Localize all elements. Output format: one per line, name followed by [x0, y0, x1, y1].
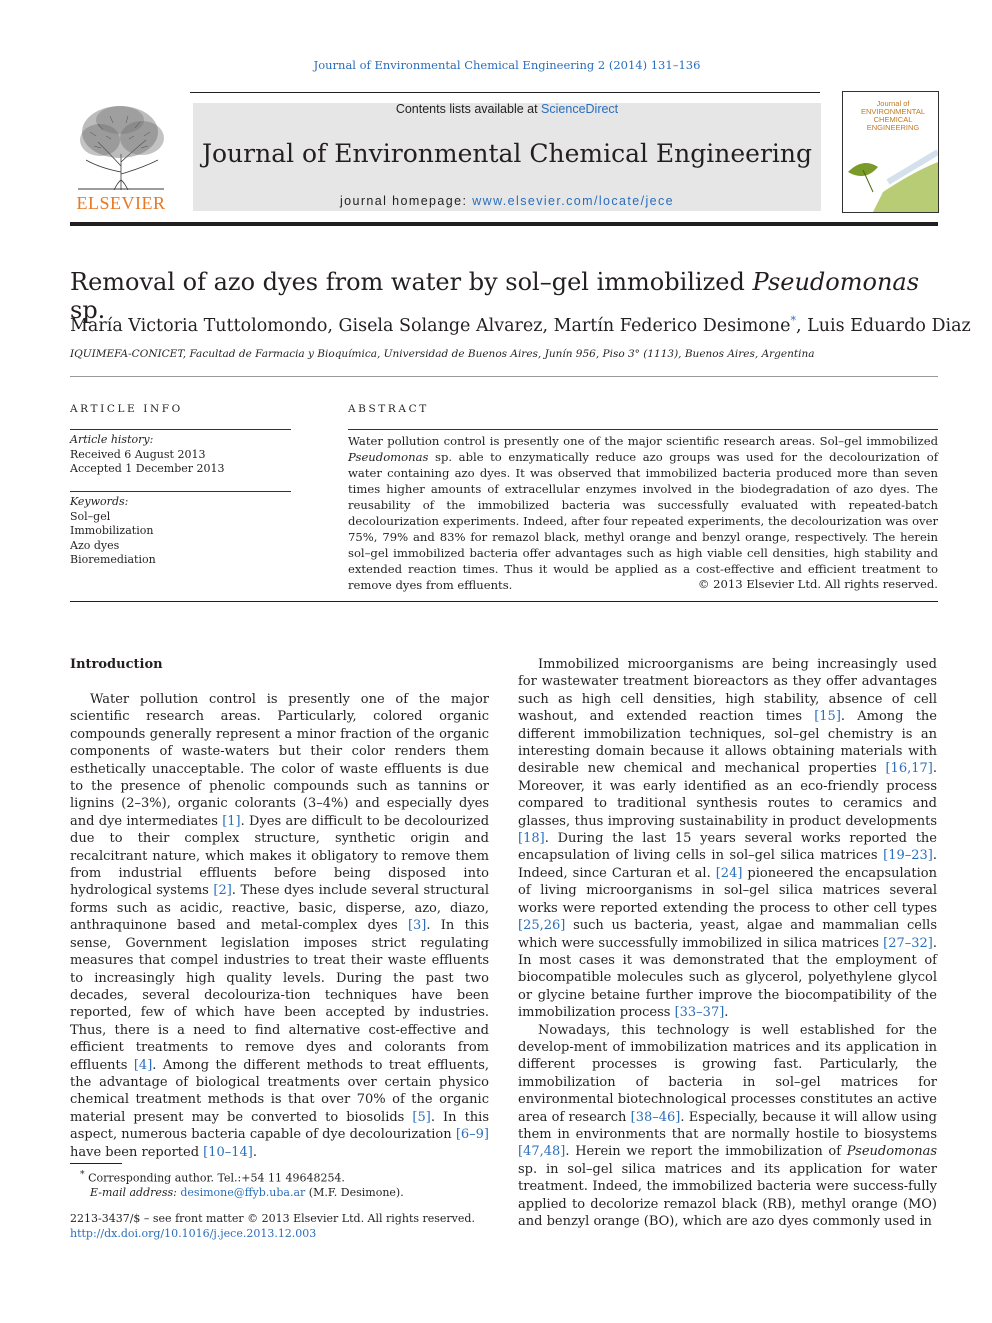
email-link[interactable]: desimone@ffyb.uba.ar: [180, 1186, 306, 1200]
text: . These dyes include several structural forms such as acidic, reactive, basic, disperse, azo, diazo, anthraquinone based and metal-complex dyes: [70, 883, 489, 934]
authors-part-2: , Luis Eduardo Diaz: [795, 315, 971, 336]
keyword: Immobilization: [70, 524, 154, 537]
text: . In most cases it was demonstrated that the employment of biocompatible molecules such as glycerol, polyethylene glycol or glycine betaine further improve the biocompatibility of the immobilization process: [518, 935, 937, 1021]
footnote: [70, 1168, 489, 1201]
title-end: sp.: [70, 296, 106, 324]
abstract-text: [348, 433, 938, 593]
corresponding-author-mark[interactable]: *: [790, 314, 796, 327]
keyword: Bioremediation: [70, 553, 156, 566]
article-info-heading: ARTICLE INFO: [70, 403, 183, 415]
citation-link[interactable]: [15]: [814, 709, 841, 725]
keywords-label: Keywords:: [70, 495, 129, 508]
text: Immobilized microorganisms are being increasingly used for wastewater treatment bioreactors as they offer advantages such as high cell densities, high stability, absence of cell washout, and extended reaction times: [518, 657, 937, 725]
citation-link[interactable]: [1]: [222, 813, 241, 829]
footnote-rule: [70, 1163, 122, 1164]
journal-cover-thumbnail[interactable]: [842, 91, 939, 213]
abstract-part-1: Water pollution control is presently one of the major scientific research areas. Sol–gel immobilized: [348, 434, 938, 448]
text: Corresponding author. Tel.:+54 11 49648254.: [84, 1171, 345, 1185]
body-column-left: [70, 691, 489, 1161]
divider: [70, 376, 938, 377]
front-matter-block: [70, 1211, 489, 1241]
text: . In this aspect, numerous bacteria capable of dye decolourization: [70, 1109, 489, 1143]
text: .: [252, 1144, 258, 1160]
text-italic: Pseudomonas: [846, 1144, 937, 1160]
paragraph: [70, 691, 489, 1161]
text: . Among the different immobilization techniques, sol–gel chemistry is an interesting domain because it allows obtaining materials with desirable new chemical and mechanical properties: [518, 709, 937, 777]
title-italic: Pseudomonas: [752, 268, 920, 296]
body-column-right: [518, 656, 937, 1230]
keyword: Sol–gel: [70, 509, 111, 523]
divider: [70, 491, 291, 492]
text: (M.F. Desimone).: [305, 1186, 404, 1200]
sciencedirect-link[interactable]: ScienceDirect: [541, 102, 619, 116]
citation-link[interactable]: [38–46]: [630, 1109, 681, 1125]
divider: [348, 429, 938, 430]
cover-title: Journal of ENVIRONMENTAL CHEMICAL ENGINEERING: [860, 99, 926, 132]
paragraph: [518, 656, 937, 1022]
accepted-date: Accepted 1 December 2013: [70, 462, 225, 475]
title-main: Removal of azo dyes from water by sol–gel immobilized: [70, 268, 753, 296]
keyword: Azo dyes: [70, 538, 120, 552]
homepage-link[interactable]: www.elsevier.com/locate/jece: [472, 194, 674, 208]
issn-line: 2213-3437/$ – see front matter © 2013 Elsevier Ltd. All rights reserved.: [70, 1212, 475, 1225]
citation-link[interactable]: [16,17]: [885, 761, 933, 777]
cover-leaf-icon: [843, 132, 938, 212]
corresponding-author-note: [70, 1168, 489, 1186]
citation-link[interactable]: [5]: [412, 1109, 431, 1125]
citation-link[interactable]: [24]: [715, 865, 743, 881]
text: . Indeed, since Carturan et al.: [518, 848, 937, 881]
email-note: [70, 1186, 489, 1201]
section-heading-introduction: Introduction: [70, 657, 163, 672]
author-list: [70, 314, 970, 336]
abstract-heading: ABSTRACT: [348, 403, 429, 415]
received-date: Received 6 August 2013: [70, 447, 206, 461]
email-label: E-mail address:: [90, 1186, 181, 1200]
citation-link[interactable]: [47,48]: [518, 1144, 566, 1160]
citation-link[interactable]: [27–32]: [883, 935, 933, 951]
citation-link[interactable]: [25,26]: [518, 918, 566, 934]
citation-link[interactable]: [10–14]: [203, 1144, 253, 1160]
text: . Moreover, it was early identified as an eco-friendly process compared to traditional synthesis routes to ceramics and glasses, thus improving sustainability in product developments: [518, 761, 937, 829]
divider: [70, 429, 291, 430]
citation-link[interactable]: [18]: [518, 831, 545, 847]
text: .: [724, 1005, 729, 1021]
text: . Herein we report the immobilization of: [565, 1144, 847, 1160]
text: such us bacteria, yeast, algae and mammalian cells which were successfully immobilized in silica matrices: [518, 918, 937, 951]
header-rule: [190, 92, 820, 93]
homepage-prefix: journal homepage:: [339, 194, 473, 208]
article-history: [70, 433, 291, 477]
abstract-part-2: sp. able to enzymatically reduce azo groups was used for the decolourization of water containing azo dyes. It was observed that immobilized bacteria produced more than seven times higher amounts of extracellular enzymes involved in the biodegradation of azo dyes. The reusability of the immobilized bacteria was successfully evaluated with repeated-batch decolourization experiments. Indeed, after four repeated experiments, the decolourization was over 75%, 79% and 83% for remazol black, methyl orange and benzyl orange, respectively. The herein sol–gel immobilized bacteria offer advantages such as high viable cell densities, high stability and extended reaction times. Thus it would be applied as a cost-effective and efficient treatment to remove dyes from effluents.: [348, 450, 938, 592]
text: . Especially, because it will allow using them in environments that are normally hostile to biosystems: [518, 1109, 937, 1142]
text: . Among the different methods to treat effluents, the advantage of biological treatments over certain physico chemical treatment methods is that over 70% of the organic material present may be converted to biosolids: [70, 1057, 489, 1125]
contents-prefix: Contents lists available at: [395, 102, 542, 116]
abstract-italic: Pseudomonas: [348, 450, 429, 464]
journal-title: Journal of Environmental Chemical Engineering: [201, 139, 813, 168]
citation-link[interactable]: [6–9]: [455, 1127, 489, 1143]
text: sp. in sol–gel silica matrices and its application for water treatment. Indeed, the immobilized bacteria were success-fully applied to decolorize remazol black (RB), methyl orange (MO) and benzyl orange (BO), which are azo dyes commonly used in: [518, 1161, 937, 1229]
divider: [70, 601, 938, 602]
abstract-copyright: © 2013 Elsevier Ltd. All rights reserved.: [697, 577, 938, 591]
citation-link[interactable]: [3]: [407, 918, 427, 934]
text: Water pollution control is presently one of the major scientific research areas. Particularly, colored organic compounds generally represent a minor fraction of the organic components of waste-waters but their color renders them esthetically unacceptable. The color of waste effluents is due to the presence of phenolic compounds such as tannins or lignins (2–3%), organic colorants (3–4%) and especially dyes and dye intermediates: [70, 692, 489, 829]
citation-link[interactable]: [4]: [133, 1057, 153, 1073]
text: have been reported: [70, 1144, 204, 1160]
publisher-name: ELSEVIER: [76, 193, 166, 213]
citation-link[interactable]: [2]: [213, 883, 232, 899]
text: Nowadays, this technology is well established for the develop-ment of immobilization matrices and its application in different processes is growing fast. Particularly, the immobilization of bacteria in sol–gel matrices for environmental biotechnological processes constitutes an active area of research: [518, 1022, 937, 1125]
affiliation: IQUIMEFA-CONICET, Facultad de Farmacia y Bioquímica, Universidad de Buenos Aires, Junín 956, Piso 3° (1113), Buenos Aires, Argentina: [70, 348, 815, 360]
text: . In this sense, Government legislation imposes strict regulating measures that compel industries to treat their waste effluents to increasingly high quality levels. During the past two decades, several decolouriza-tion techniques have been reported, few of which have been accepted by industries. Thus, there is a need to find alternative cost-effective and efficient treatments to remove dyes and colorants from effluents: [70, 918, 489, 1073]
journal-homepage-line: [193, 194, 821, 208]
contents-available-line: [193, 102, 821, 116]
text: . Dyes are difficult to be decolourized due to their complex structure, synthetic origin and recalcitrant nature, which makes it obligatory to remove them from industrial effluents before being disposed into hydrological systems: [70, 813, 490, 899]
authors-part-1: María Victoria Tuttolomondo, Gisela Solange Alvarez, Martín Federico Desimone: [70, 315, 791, 336]
journal-citation[interactable]: Journal of Environmental Chemical Engineering 2 (2014) 131–136: [313, 58, 701, 72]
header-thick-rule: [70, 222, 938, 226]
text: pioneered the encapsulation of living microorganisms in sol–gel silica matrices several works were reported extending the process to other cell types: [518, 865, 938, 916]
citation-link[interactable]: [33–37]: [674, 1005, 725, 1021]
citation-link[interactable]: [19–23]: [883, 848, 933, 864]
doi-link[interactable]: http://dx.doi.org/10.1016/j.jece.2013.12.003: [70, 1227, 317, 1240]
paragraph: [518, 1022, 937, 1231]
history-label: Article history:: [70, 433, 154, 446]
keywords-block: [70, 495, 291, 568]
text: . During the last 15 years several works reported the encapsulation of living cells in sol–gel silica matrices: [518, 831, 937, 864]
footnote-mark: *: [80, 1169, 85, 1180]
